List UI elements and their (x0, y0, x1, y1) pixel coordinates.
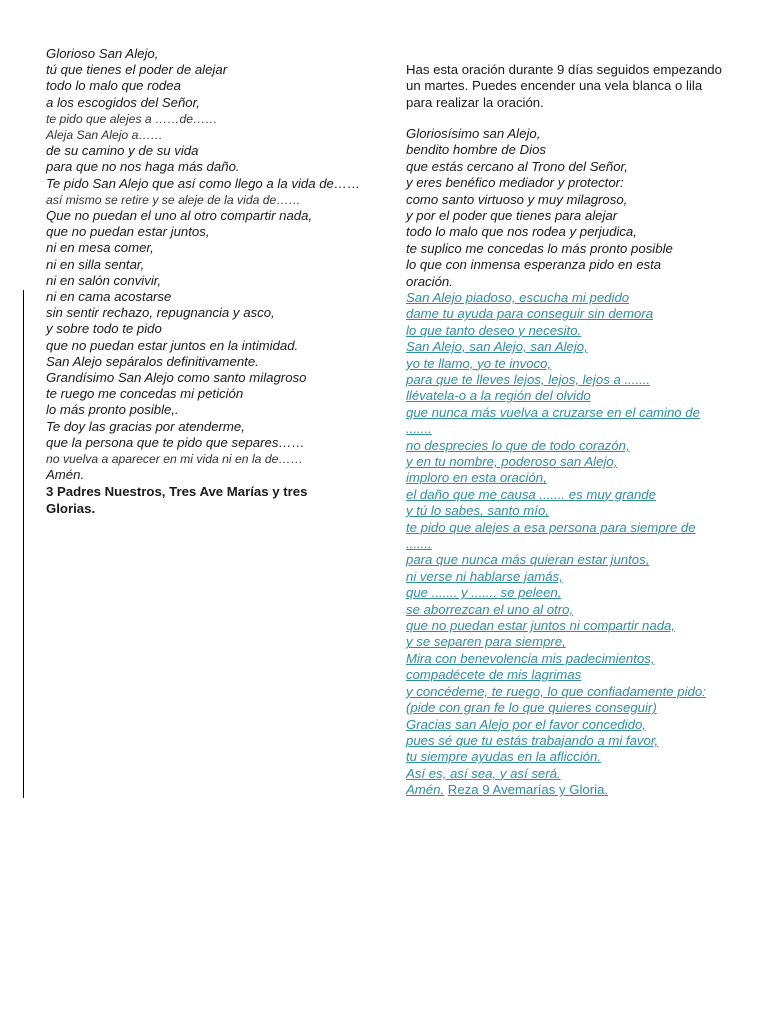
prayer-line: Gloriosísimo san Alejo, (406, 125, 541, 141)
prayer-link-line[interactable]: te pido que alejes a esa persona para siempre de (406, 519, 696, 535)
prayer-line: todo lo malo que rodea (46, 78, 181, 94)
prayer-link-line[interactable]: lo que tanto deseo y necesito. (406, 322, 582, 338)
second-prayer-lines (406, 126, 728, 290)
prayer-line: Grandísimo San Alejo como santo milagroso (46, 370, 307, 386)
prayer-line: que estás cercano al Trono del Señor, (406, 158, 628, 174)
prayer-link-line[interactable]: ....... (406, 421, 432, 437)
prayer-line: Te pido San Alejo que así como llego a la vida de…… (46, 175, 361, 191)
prayer-link-line[interactable]: ....... (406, 536, 432, 552)
prayer-line: ni en silla sentar, (46, 256, 145, 272)
prayer-line: y eres benéfico mediador y protector: (406, 175, 624, 191)
prayer-link-line[interactable]: compadécete de mis lagrimas (406, 667, 582, 683)
prayer-link-line[interactable]: pues sé que tu estás trabajando a mi favor, (406, 732, 659, 748)
prayer-line: y por el poder que tienes para alejar (406, 207, 618, 223)
prayer-line: ni en salón convivir, (46, 272, 162, 288)
prayer-line: te ruego me concedas mi petición (46, 386, 244, 402)
prayer-line: que la persona que te pido que separes…… (46, 434, 305, 450)
prayer-link-line[interactable]: y se separen para siempre, (406, 634, 566, 650)
prayer-line: Glorioso San Alejo, (46, 46, 159, 61)
prayer-line: como santo virtuoso y muy milagroso, (406, 191, 628, 207)
prayer-line: Amén. (46, 467, 85, 483)
prayer-link-line[interactable]: llévatela-o a la región del olvido (406, 388, 591, 404)
prayer-line: así mismo se retire y se aleje de la vida de…… (46, 192, 301, 207)
prayer-line: ni en mesa comer, (46, 240, 154, 256)
right-prayer (406, 62, 728, 799)
margin-rule (23, 290, 24, 798)
prayer-line: Aleja San Alejo a…… (46, 128, 163, 143)
prayer-line: bendito hombre de Dios (406, 142, 547, 158)
prayer-line: sin sentir rechazo, repugnancia y asco, (46, 305, 275, 321)
prayer-line: que no puedan estar juntos, (46, 224, 210, 240)
prayer-line: Que no puedan el uno al otro compartir nada, (46, 208, 313, 224)
prayer-link-line[interactable]: yo te llamo, yo te invoco, (406, 355, 552, 371)
prayer-line: te pido que alejes a ……de…… (46, 111, 218, 126)
prayer-link-line[interactable]: ni verse ni hablarse jamás, (406, 568, 563, 584)
prayer-line: te suplico me concedas lo más pronto posible (406, 240, 673, 256)
prayer-line: y sobre todo te pido (46, 321, 162, 337)
final-line (406, 782, 728, 798)
prayer-line: San Alejo sepáralos definitivamente. (46, 353, 259, 369)
prayer-link-line[interactable]: el daño que me causa ....... es muy grande (406, 486, 656, 502)
second-prayer-link-lines (406, 290, 728, 782)
prayer-link-line[interactable]: (pide con gran fe lo que quieres conseguir) (406, 700, 657, 716)
reza-link[interactable]: Reza 9 Avemarías y Gloria. (447, 782, 609, 798)
prayer-link-line[interactable]: que nunca más vuelva a cruzarse en el camino de (406, 404, 700, 420)
prayer-link-line[interactable]: y tú lo sabes, santo mío, (406, 503, 549, 519)
closing-instruction: 3 Padres Nuestros, Tres Ave Marías y tres Glorias. (46, 484, 308, 516)
prayer-link-line[interactable]: San Alejo piadoso, escucha mi pedido (406, 289, 630, 305)
prayer-link-line[interactable]: no desprecies lo que de todo corazón, (406, 437, 630, 453)
prayer-line: ni en cama acostarse (46, 289, 172, 305)
prayer-link-line[interactable]: imploro en esta oración, (406, 470, 547, 486)
prayer-link-line[interactable]: para que te lleves lejos, lejos, lejos a ....... (406, 371, 651, 387)
prayer-line: para que no nos haga más daño. (46, 159, 240, 175)
prayer-link-line[interactable]: dame tu ayuda para conseguir sin demora (406, 306, 654, 322)
left-prayer-lines (46, 46, 361, 483)
amen-link[interactable]: Amén. (406, 782, 445, 798)
prayer-link-line[interactable]: que no puedan estar juntos ni compartir nada, (406, 618, 676, 634)
prayer-line: a los escogidos del Señor, (46, 94, 200, 110)
prayer-link-line[interactable]: tu siempre ayudas en la aflicción. (406, 749, 601, 765)
second-prayer (406, 126, 728, 799)
prayer-link-line[interactable]: San Alejo, san Alejo, san Alejo, (406, 339, 588, 355)
intro-paragraph: Has esta oración durante 9 días seguidos empezando un martes. Puedes encender una vela blanca o lila para realizar la oración. (406, 62, 722, 110)
prayer-line: que no puedan estar juntos en la intimidad. (46, 337, 299, 353)
prayer-line: no vuelva a aparecer en mi vida ni en la de…… (46, 452, 303, 467)
left-prayer (46, 46, 361, 517)
prayer-line: todo lo malo que nos rodea y perjudica, (406, 224, 637, 240)
prayer-line: oración. (406, 273, 453, 289)
prayer-link-line[interactable]: se aborrezcan el uno al otro, (406, 601, 574, 617)
prayer-line: lo que con inmensa esperanza pido en esta (406, 257, 662, 273)
prayer-link-line[interactable]: Mira con benevolencia mis padecimientos, (406, 650, 655, 666)
prayer-link-line[interactable]: Gracias san Alejo por el favor concedido, (406, 716, 646, 732)
prayer-link-line[interactable]: para que nunca más quieran estar juntos, (406, 552, 650, 568)
prayer-link-line[interactable]: que ....... y ....... se peleen, (406, 585, 562, 601)
prayer-link-line[interactable]: Así es, así sea, y así será. (406, 765, 561, 781)
prayer-link-line[interactable]: y en tu nombre, poderoso san Alejo, (406, 454, 618, 470)
prayer-line: Te doy las gracias por atenderme, (46, 418, 245, 434)
prayer-line: de su camino y de su vida (46, 143, 199, 159)
prayer-line: tú que tienes el poder de alejar (46, 62, 228, 78)
prayer-line: lo más pronto posible,. (46, 402, 179, 418)
prayer-link-line[interactable]: y concédeme, te ruego, lo que confiadamente pido: (406, 683, 706, 699)
